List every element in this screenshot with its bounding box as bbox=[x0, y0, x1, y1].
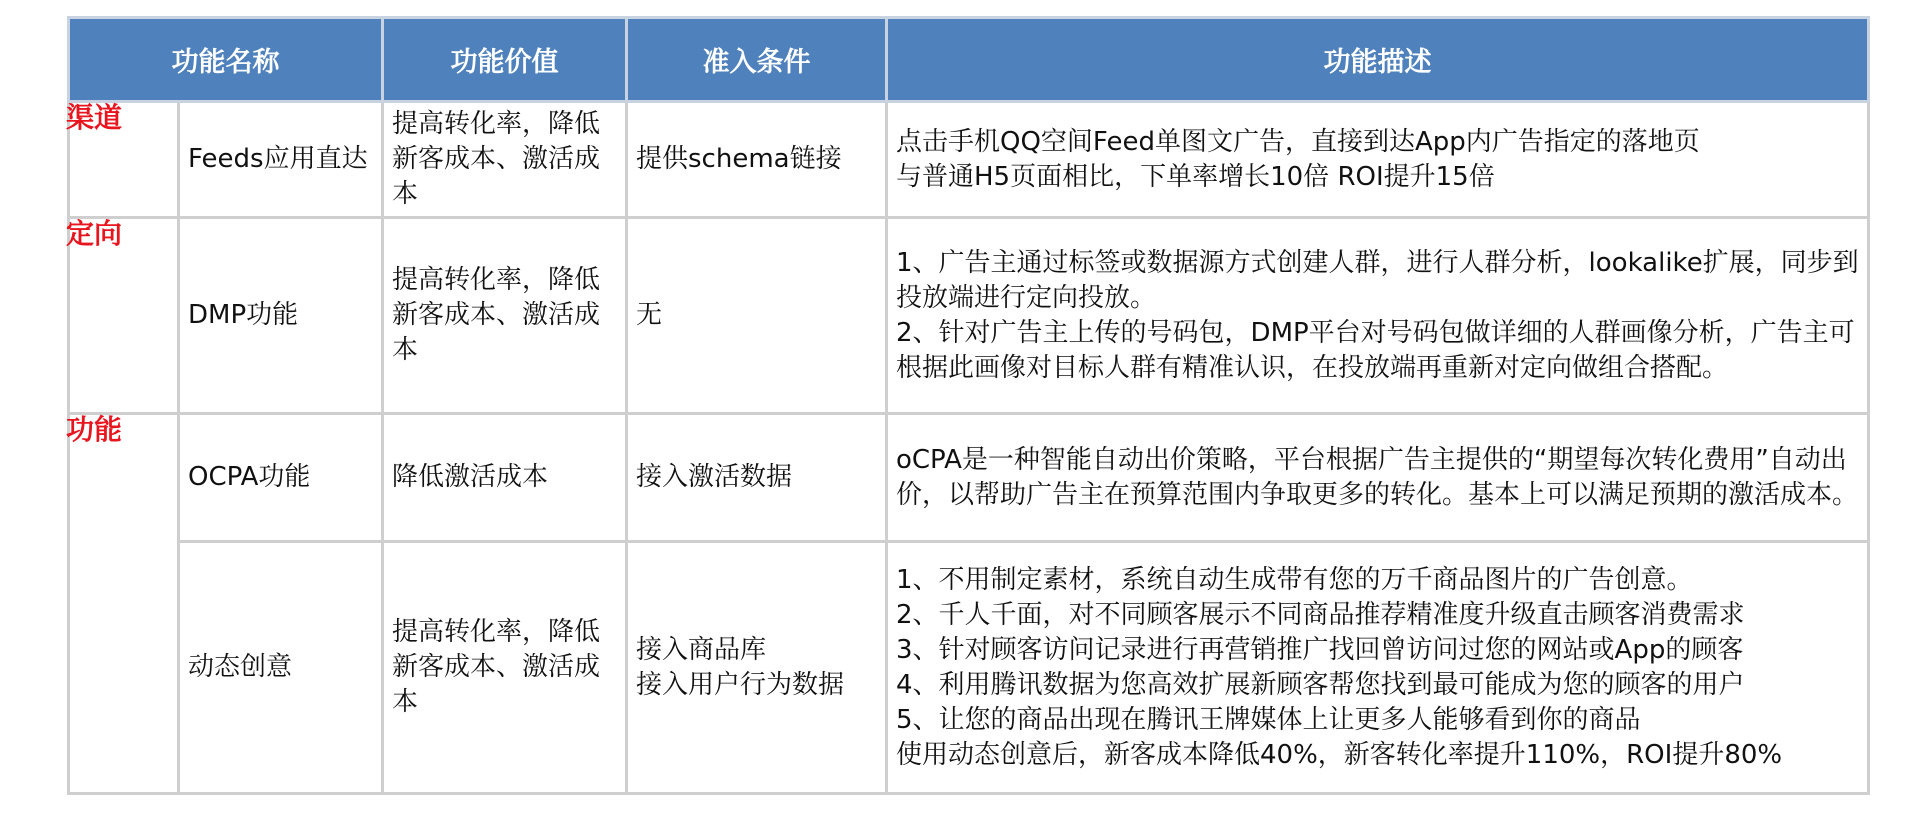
description-line: 5、让您的商品出现在腾讯王牌媒体上让更多人能够看到你的商品 bbox=[896, 704, 1641, 735]
access-condition-cell bbox=[627, 414, 887, 542]
feature-name-cell: 动态创意 bbox=[179, 542, 383, 794]
access-condition-cell bbox=[627, 218, 887, 414]
table-row bbox=[69, 414, 1869, 542]
description-line: 2、针对广告主上传的号码包，DMP平台对号码包做详细的人群画像分析，广告主可根据此画像对目标人群有精准认识，在投放端再重新对定向做组合搭配。 bbox=[896, 317, 1855, 383]
feature-value-cell: 提高转化率，降低新客成本、激活成本 bbox=[383, 218, 627, 414]
description-line: oCPA是一种智能自动出价策略，平台根据广告主提供的“期望每次转化费用”自动出价，以帮助广告主在预算范围内争取更多的转化。基本上可以满足预期的激活成本。 bbox=[896, 444, 1859, 510]
table-header-row bbox=[69, 18, 1869, 102]
condition-line: 接入激活数据 bbox=[636, 462, 793, 492]
condition-line: 提供schema链接 bbox=[636, 144, 842, 174]
access-condition-cell bbox=[627, 102, 887, 218]
category-label: 定向 bbox=[66, 217, 123, 250]
header-feature-description: 功能描述 bbox=[887, 18, 1869, 102]
description-line: 2、千人千面，对不同顾客展示不同商品推荐精准度升级直击顾客消费需求 bbox=[896, 599, 1745, 630]
feature-value-cell: 提高转化率，降低新客成本、激活成本 bbox=[383, 102, 627, 218]
description-line: 点击手机QQ空间Feed单图文广告，直接到达App内广告指定的落地页 bbox=[896, 126, 1700, 157]
description-line: 1、不用制定素材，系统自动生成带有您的万千商品图片的广告创意。 bbox=[896, 564, 1693, 595]
feature-name-cell: OCPA功能 bbox=[179, 414, 383, 542]
description-line: 使用动态创意后，新客成本降低40%，新客转化率提升110%，ROI提升80% bbox=[896, 739, 1783, 770]
table-row bbox=[69, 102, 1869, 218]
category-cell bbox=[66, 101, 179, 218]
description-cell bbox=[887, 218, 1869, 414]
description-cell bbox=[887, 542, 1869, 794]
feature-name-cell: Feeds应用直达 bbox=[179, 102, 383, 218]
category-cell bbox=[66, 413, 179, 794]
description-cell bbox=[887, 102, 1869, 218]
feature-value-cell: 提高转化率，降低新客成本、激活成本 bbox=[383, 542, 627, 794]
description-line: 与普通H5页面相比，下单率增长10倍 ROI提升15倍 bbox=[896, 161, 1495, 192]
feature-value-cell: 降低激活成本 bbox=[383, 414, 627, 542]
feature-table bbox=[67, 16, 1870, 795]
category-label: 渠道 bbox=[66, 101, 123, 134]
condition-line: 接入用户行为数据 bbox=[636, 669, 845, 700]
category-label: 功能 bbox=[66, 413, 123, 446]
table-row bbox=[69, 542, 1869, 794]
description-line: 1、广告主通过标签或数据源方式创建人群，进行人群分析，lookalike扩展，同步到投放端进行定向投放。 bbox=[896, 247, 1859, 313]
category-cell bbox=[66, 217, 179, 414]
description-line: 4、利用腾讯数据为您高效扩展新顾客帮您找到最可能成为您的顾客的用户 bbox=[896, 669, 1745, 700]
header-feature-name: 功能名称 bbox=[69, 18, 383, 102]
access-condition-cell bbox=[627, 542, 887, 794]
header-feature-value: 功能价值 bbox=[383, 18, 627, 102]
condition-line: 接入商品库 bbox=[636, 634, 767, 665]
condition-line: 无 bbox=[636, 300, 663, 330]
header-access-condition: 准入条件 bbox=[627, 18, 887, 102]
description-line: 3、针对顾客访问记录进行再营销推广找回曾访问过您的网站或App的顾客 bbox=[896, 634, 1744, 665]
table-row bbox=[69, 218, 1869, 414]
feature-name-cell: DMP功能 bbox=[179, 218, 383, 414]
description-cell bbox=[887, 414, 1869, 542]
